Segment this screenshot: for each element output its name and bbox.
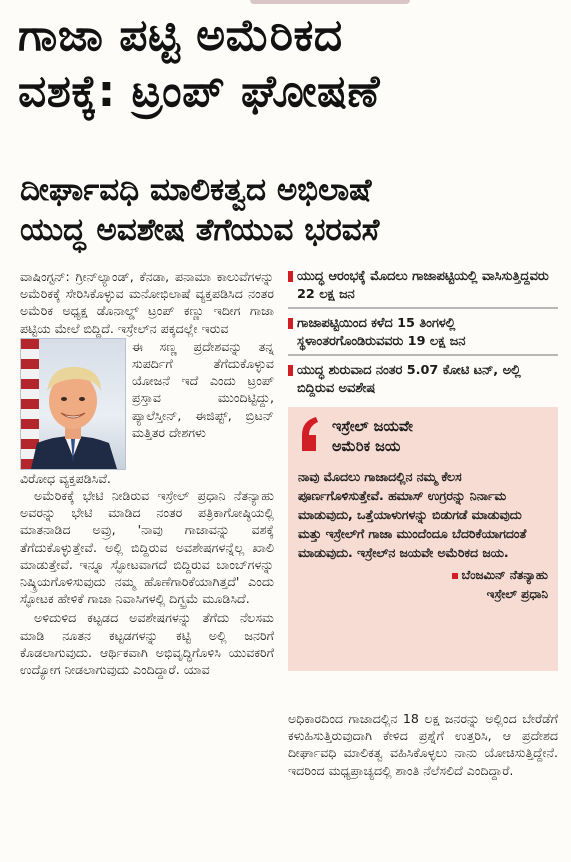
intro-paragraph: ವಾಷಿಂಗ್ಟನ್: ಗ್ರೀನ್‌ಲ್ಯಾಂಡ್, ಕೆನಡಾ, ಪನಾಮಾ ಕಾಲುವೆಗಳನ್ನು ಅಮೆರಿಕಕ್ಕೆ ಸೇರಿಸಿಕೊಳ್ಳುವ ಮನೋಭಿಲಾಷೆ ವ್ಯಕ್ತಪಡಿಸಿದ ನಂತರ ಅಮೆರಿಕ ಅಧ್ಯಕ್ಷ ಡೊನಾಲ್ಡ್ ಟ್ರಂಪ್ ಕಣ್ಣು ಇದೀಗ ಗಾಜಾ ಪಟ್ಟಿಯ ಮೇಲೆ ಬಿದ್ದಿದೆ. ಇಸ್ರೇಲ್‌ನ ಪಕ್ಕದಲ್ಲೇ ಇರುವ	[20, 269, 274, 336]
portrait-illustration	[21, 339, 125, 469]
quote-title	[332, 417, 413, 457]
subheadline-line-2: ಯುದ್ಧ ಅವಶೇಷ ತೆಗೆಯುವ ಭರವಸೆ	[20, 212, 380, 248]
quote-body: ನಾವು ಮೊದಲು ಗಾಜಾದಲ್ಲಿನ ನಮ್ಮ ಕೆಲಸ ಪೂರ್ಣಗೊಳಿಸುತ್ತೇವೆ. ಹಮಾಸ್ ಉಗ್ರರನ್ನು ನಿರ್ನಾಮ ಮಾಡುವುದು, ಒತ್ತೆಯಾಳುಗಳನ್ನು ಬಿಡುಗಡೆ ಮಾಡುವುದು ಮತ್ತು ಇಸ್ರೇಲ್‌ಗೆ ಗಾಜಾ ಮುಂದೆಂದೂ ಬೆದರಿಕೆಯಾಗದಂತೆ ಮಾಡುವುದು. ಇಸ್ರೇಲ್‌ನ ಜಯವೇ ಅಮೆರಿಕದ ಜಯ.	[298, 469, 527, 560]
photo-row	[20, 338, 274, 470]
subheadline	[20, 170, 560, 250]
paragraph-2: ಅಮೆರಿಕಕ್ಕೆ ಭೇಟಿ ನೀಡಿರುವ ಇಸ್ರೇಲ್ ಪ್ರಧಾನಿ ನೆತನ್ಯಾಹು ಅವರನ್ನು ಭೇಟಿ ಮಾಡಿದ ನಂತರ ಪತ್ರಿಕಾಗೋಷ್ಠಿಯಲ್ಲಿ ಮಾತನಾಡಿದ ಅವ್ರು, 'ನಾವು ಗಾಜಾವನ್ನು ವಶಕ್ಕೆ ತೆಗೆದುಕೊಳ್ಳುತ್ತೇವೆ. ಅಲ್ಲಿ ಬಿದ್ದಿರುವ ಅವಶೇಷಗಳನ್ನೆಲ್ಲ ಖಾಲಿ ಮಾಡುತ್ತೇವೆ. ಇನ್ನೂ ಸ್ಫೋಟವಾಗದೆ ಬಿದ್ದಿರುವ ಬಾಂಬ್‌ಗಳನ್ನು ನಿಷ್ಕ್ರಿಯಗೊಳಿಸುವುದು ನಮ್ಮ ಹೊಣೆಗಾರಿಕೆಯಾಗಿತ್ತದೆ' ಎಂದು ಸ್ಫೋಟಕ ಹೇಳಿಕೆ ಗಾಜಾ ನಿವಾಸಿಗಳಲ್ಲಿ ದಿಗ್ಭ್ರಮೆ ಮೂಡಿಸಿದೆ.	[20, 488, 274, 607]
fact-bullet-1	[288, 268, 558, 309]
continuation-text: ಅಧಿಕಾರದಿಂದ ಗಾಜಾದಲ್ಲಿನ 18 ಲಕ್ಷ ಜನರನ್ನು ಅಲ್ಲಿಂದ ಬೇರೆಡೆಗೆ ಕಳುಹಿಸುತ್ತಿರುವುದಾಗಿ ಕೇಳಿದ ಪ್ರಶ್ನೆಗೆ ಉತ್ತರಿಸಿ, ಆ ಪ್ರದೇಶದ ದೀರ್ಘಾವಧಿ ಮಾಲಿಕತ್ವ ವಹಿಸಿಕೊಳ್ಳಲು ನಾನು ಯೋಚಿಸುತ್ತಿದ್ದೇನೆ. ಇದರಿಂದ ಮಧ್ಯಪ್ರಾಚ್ಯದಲ್ಲಿ ಶಾಂತಿ ನೆಲೆಸಲಿದೆ ಎಂದಿದ್ದಾರೆ.	[288, 711, 558, 778]
bullet-marker	[288, 318, 293, 329]
quote-header	[298, 417, 548, 457]
quote-mark-icon	[298, 417, 320, 451]
beside-photo-text: ಈ ಸಣ್ಣ ಪ್ರದೇಶವನ್ನು ತನ್ನ ಸುಪರ್ದಿಗೆ ತೆಗೆದುಕೊಳ್ಳುವ ಯೋಜನೆ ಇದೆ ಎಂದು ಟ್ರಂಪ್ ಪ್ರಸ್ತಾವ ಮುಂದಿಟ್ಟಿದ್ದು, ಪ್ಯಾಲೆಸ್ತೀನ್, ಈಜಿಪ್ಟ್, ಬ್ರಿಟನ್ ಮತ್ತಿತರ ದೇಶಗಳು	[132, 338, 274, 440]
fact-bullet-1-text: ಯುದ್ಧ ಆರಂಭಕ್ಕೆ ಮೊದಲು ಗಾಜಾಪಟ್ಟಿಯಲ್ಲಿ ವಾಸಿಸುತ್ತಿದ್ದವರು 22 ಲಕ್ಷ ಜನ	[297, 269, 549, 302]
after-photo-text: ವಿರೋಧ ವ್ಯಕ್ತಪಡಿಸಿವೆ.	[20, 470, 111, 486]
headline	[18, 8, 558, 120]
attribution-role: ಇಸ್ರೇಲ್ ಪ್ರಧಾನಿ	[486, 587, 548, 601]
quote-title-line-1: ಇಸ್ರೇಲ್ ಜಯವೇ	[332, 419, 413, 435]
bullet-marker	[288, 365, 293, 376]
headline-line-1: ಗಾಜಾ ಪಟ್ಟಿ ಅಮೆರಿಕದ	[18, 10, 343, 61]
attribution-name: ಬೆಂಜಮಿನ್ ನೆತನ್ಯಾಹು	[461, 568, 548, 582]
attribution-marker	[452, 573, 458, 579]
left-column	[20, 268, 274, 678]
fact-bullet-3-text: ಯುದ್ಧ ಶುರುವಾದ ನಂತರ 5.07 ಕೋಟಿ ಟನ್, ಅಲ್ಲಿ ಬಿದ್ದಿರುವ ಅವಶೇಷ	[297, 363, 521, 396]
headline-line-2: ವಶಕ್ಕೆ: ಟ್ರಂಪ್ ಘೋಷಣೆ	[18, 66, 380, 117]
subheadline-line-1: ದೀರ್ಘಾವಧಿ ಮಾಲಿಕತ್ವದ ಅಭಿಲಾಷೆ	[20, 172, 372, 208]
quote-title-line-2: ಅಮೆರಿಕ ಜಯ	[332, 439, 401, 455]
continuation-block	[288, 710, 558, 779]
top-strip	[250, 0, 410, 4]
fact-bullet-2	[288, 315, 558, 356]
paragraph-3: ಅಳಿದುಳಿದ ಕಟ್ಟಡದ ಅವಶೇಷಗಳನ್ನು ತೆಗೆದು ನೆಲಸಮ ಮಾಡಿ ನೂತನ ಕಟ್ಟಡಗಳನ್ನು ಕಟ್ಟಿ ಅಲ್ಲಿ ಜನರಿಗೆ ಕೊಡಲಾಗುವುದು. ಆರ್ಥಿಕವಾಗಿ ಅಭಿವೃದ್ಧಿಗೊಳಿಸಿ ಯುವಕರಿಗೆ ಉದ್ಯೋಗ ನೀಡಲಾಗುವುದು ಎಂದಿದ್ದಾರೆ. ಯಾವ	[20, 610, 274, 678]
bullet-marker	[288, 271, 293, 282]
quote-box	[288, 407, 558, 671]
fact-bullet-2-text: ಗಾಜಾಪಟ್ಟಿಯಿಂದ ಕಳೆದ 15 ತಿಂಗಳಲ್ಲಿ ಸ್ಥಳಾಂತರಗೊಂಡಿರುವವರು 19 ಲಕ್ಷ ಜನ	[297, 316, 466, 349]
trump-photo	[20, 338, 126, 470]
attribution-name-row	[298, 566, 548, 585]
quote-attribution	[298, 566, 548, 604]
right-column	[288, 268, 558, 671]
fact-bullet-3	[288, 362, 558, 401]
